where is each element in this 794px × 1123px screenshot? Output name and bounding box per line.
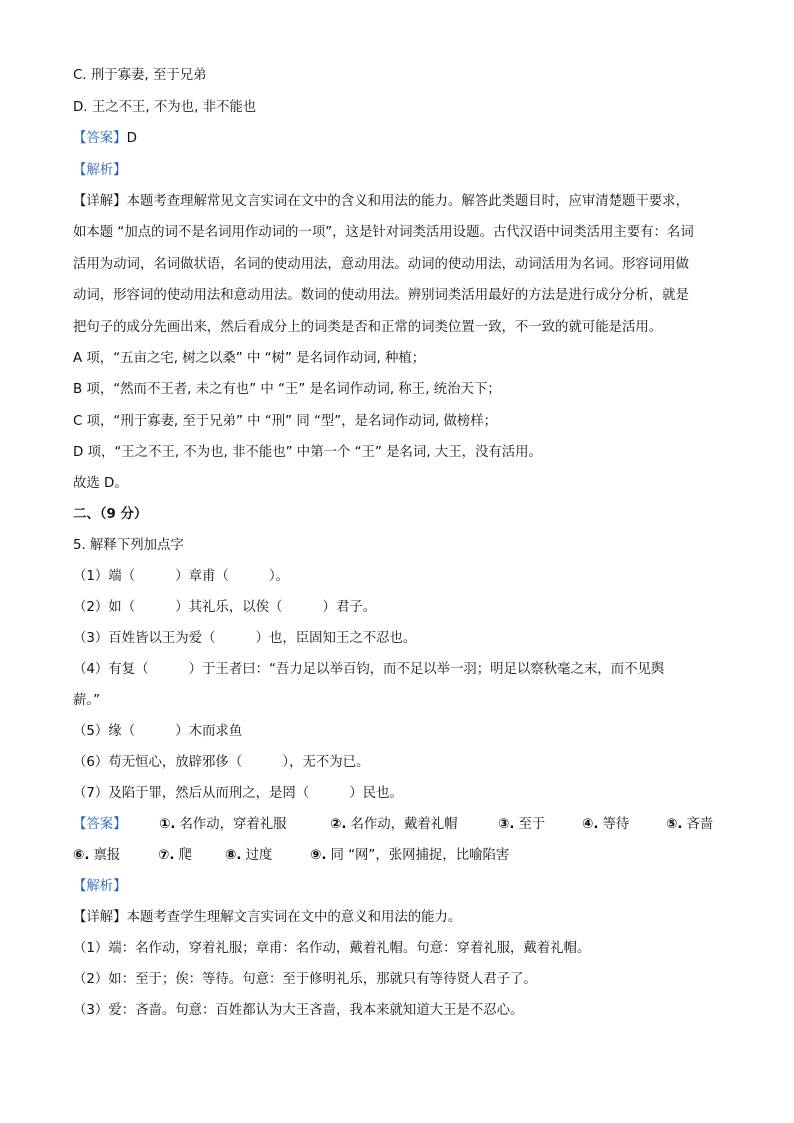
q4-detail-line-4: 动词，形容词的使动用法和意动用法。数词的使动用法。辨别词类活用最好的方法是进行成分分析，就是 xyxy=(73,288,689,303)
detail-tag: 【详解】 xyxy=(73,910,127,925)
q5-answer-tag: 【答案】 xyxy=(73,817,127,832)
q5-blank-5: （5）缘（ ）木而求鱼 xyxy=(73,724,243,739)
answer-value: D xyxy=(126,131,137,146)
q5-explanation-3: （3）爱：吝啬。句意：百姓都认为大王吝啬，我本来就知道大王是不忍心。 xyxy=(73,1003,524,1018)
q5-blank-1: （1）端（ ）章甫（ ）。 xyxy=(73,569,290,584)
q5-answer-5: ⑤. 吝啬 xyxy=(666,817,714,832)
q5-answer-3: ③. 至于 xyxy=(498,817,546,832)
q5-blank-2: （2）如（ ）其礼乐，以俟（ ）君子。 xyxy=(73,600,377,615)
q5-answer-9: ⑨. 同 “网”，张网捕捉，比喻陷害 xyxy=(310,848,510,863)
q5-explanation-1: （1）端：名作动，穿着礼服；章甫：名作动，戴着礼帽。句意：穿着礼服，戴着礼帽。 xyxy=(73,941,591,956)
section-heading: 二、（9 分） xyxy=(73,507,148,522)
q5-answer-2: ②. 名作动，戴着礼帽 xyxy=(330,817,458,832)
q5-answer-1: ①. 名作动，穿着礼服 xyxy=(159,817,287,832)
q5-blank-4-cont: 薪。” xyxy=(73,693,101,708)
option-c: C. 刑于寡妻, 至于兄弟 xyxy=(73,68,207,83)
q4-conclusion: 故选 D。 xyxy=(73,476,128,491)
q4-detail-line-1: 【详解】本题考查理解常见文言实词在文中的含义和用法的能力。解答此类题目时，应审清楚题干要求， xyxy=(73,194,689,209)
detail-tag: 【详解】 xyxy=(73,194,127,209)
q5-blank-7: （7）及陷于罪，然后从而刑之，是罔（ ）民也。 xyxy=(73,786,403,801)
answer-tag: 【答案】 xyxy=(73,131,127,146)
q4-item-c: C 项，“刑于寡妻, 至于兄弟” 中 “刑” 同 “型”，是名词作动词, 做榜样； xyxy=(73,414,498,429)
q5-detail: 【详解】本题考查学生理解文言实词在文中的意义和用法的能力。 xyxy=(73,910,462,925)
q5-analysis-tag: 【解析】 xyxy=(73,879,127,894)
q5-answer-8: ⑧. 过度 xyxy=(225,848,273,863)
q4-item-d: D 项，“王之不王, 不为也, 非不能也” 中第一个 “王” 是名词, 大王，没有活用。 xyxy=(73,445,542,460)
q5-answer-6: ⑥. 禀报 xyxy=(73,848,121,863)
q5-blank-6: （6）苟无恒心，放辟邪侈（ ），无不为已。 xyxy=(73,755,370,770)
q5-answer-7: ⑦. 爬 xyxy=(158,848,192,863)
q5-title: 5. 解释下列加点字 xyxy=(73,538,184,553)
q5-blank-3: （3）百姓皆以王为爱（ ）也，臣固知王之不忍也。 xyxy=(73,631,417,646)
q4-detail-line-2: 如本题 “加点的词不是名词用作动词的一项”，这是针对词类活用设题。古代汉语中词类活用主要有：名词 xyxy=(73,225,694,240)
option-d: D. 王之不王, 不为也, 非不能也 xyxy=(73,100,257,115)
q4-item-a: A 项，“五亩之宅, 树之以桑” 中 “树” 是名词作动词, 种植； xyxy=(73,351,426,366)
q4-detail-line-5: 把句子的成分先画出来，然后看成分上的词类是否和正常的词类位置一致，不一致的就可能是活用。 xyxy=(73,320,663,335)
q4-answer xyxy=(73,129,137,149)
q4-item-b: B 项，“然而不王者, 未之有也” 中 “王” 是名词作动词, 称王, 统治天下； xyxy=(73,382,501,397)
q5-answer-4: ④. 等待 xyxy=(582,817,630,832)
q5-explanation-2: （2）如：至于；俟：等待。句意：至于修明礼乐，那就只有等待贤人君子了。 xyxy=(73,972,537,987)
q4-detail-line-3: 活用为动词，名词做状语，名词的使动用法，意动用法。动词的使动用法，动词活用为名词。形容词用做 xyxy=(73,257,689,272)
q4-analysis-tag: 【解析】 xyxy=(73,163,127,178)
q5-blank-4: （4）有复（ ）于王者曰：“吾力足以举百钧，而不足以举一羽；明足以察秋毫之末，而不见舆 xyxy=(73,662,665,677)
